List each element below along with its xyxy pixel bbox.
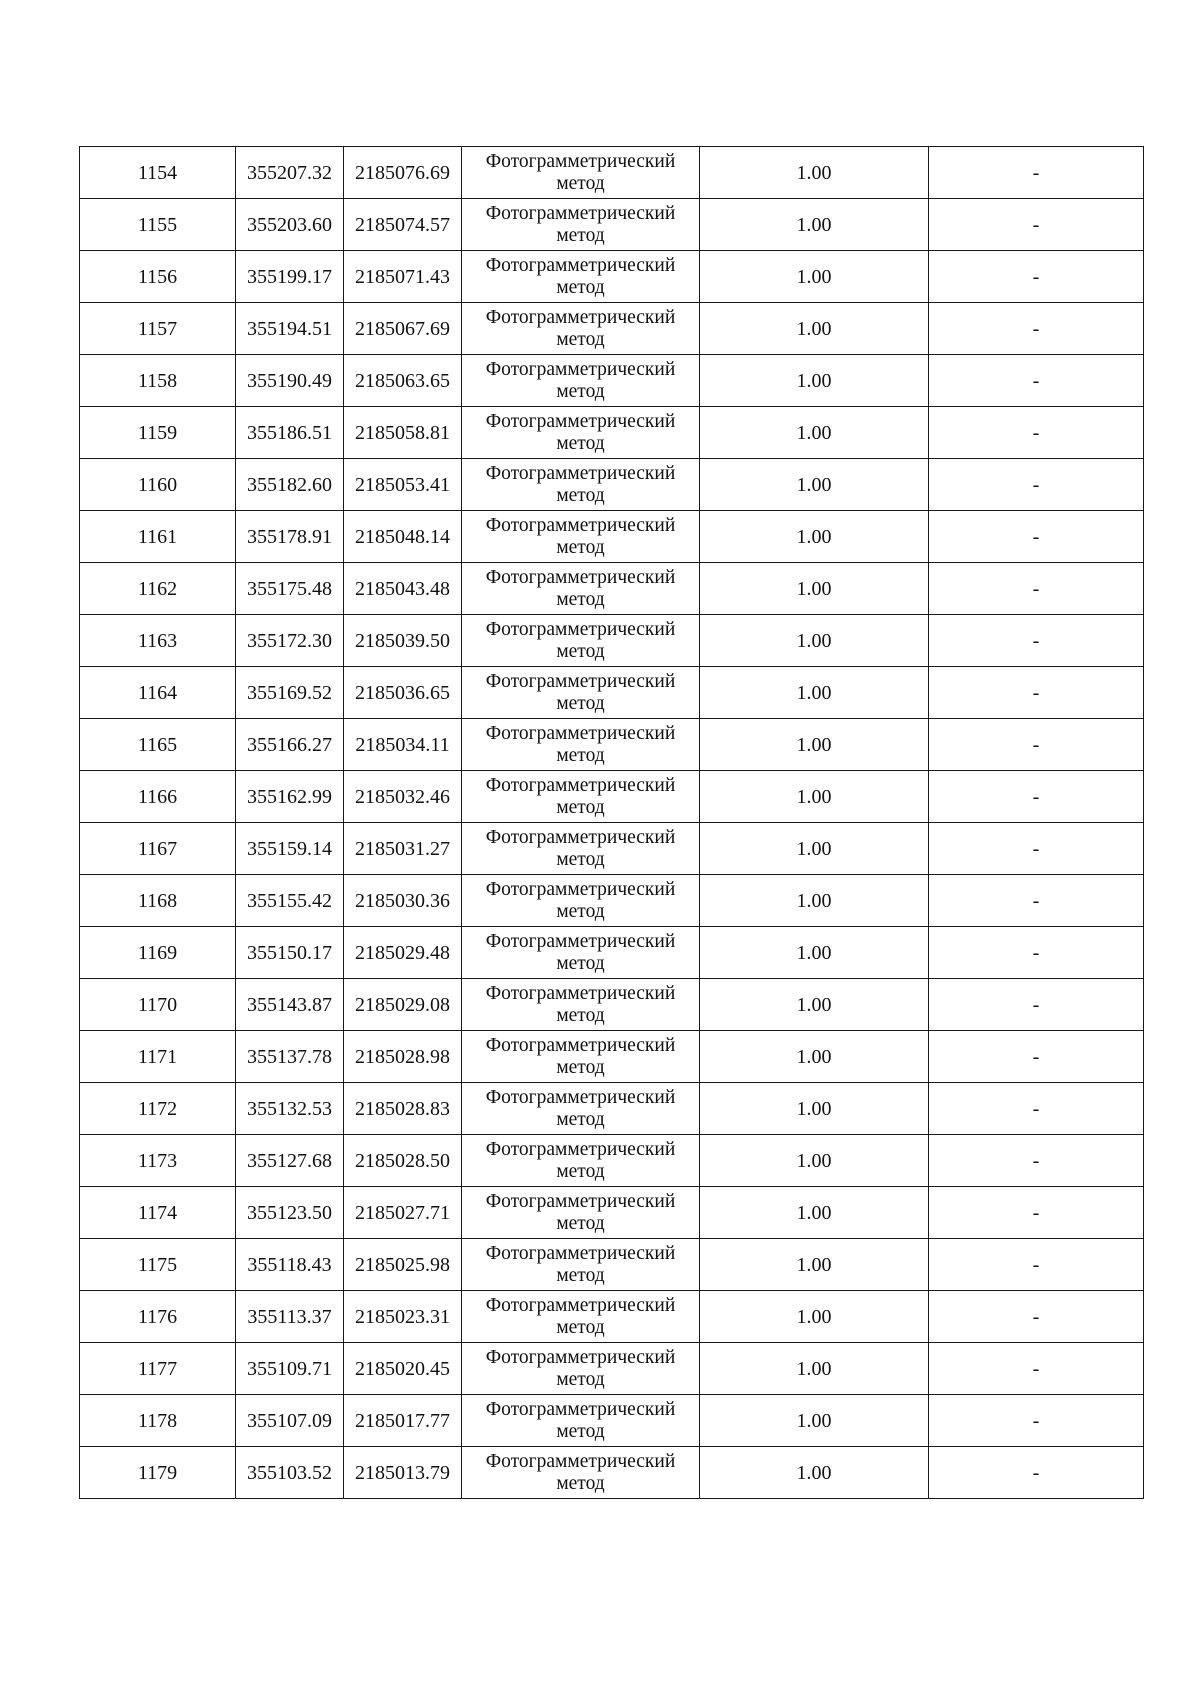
- note-cell: -: [929, 199, 1144, 251]
- method-line-2: метод: [556, 588, 605, 610]
- x-coordinate-cell: 355123.50: [236, 1187, 344, 1239]
- method-line-1: Фотограмметрический: [485, 1346, 676, 1368]
- table-row: [80, 1343, 1144, 1395]
- table-row: [80, 303, 1144, 355]
- accuracy-cell: 1.00: [700, 719, 929, 771]
- x-coordinate-cell: 355107.09: [236, 1395, 344, 1447]
- point-number-cell: 1155: [80, 199, 236, 251]
- method-line-1: Фотограмметрический: [485, 1398, 676, 1420]
- method-line-2: метод: [556, 380, 605, 402]
- note-cell: -: [929, 355, 1144, 407]
- point-number-cell: 1174: [80, 1187, 236, 1239]
- note-cell: -: [929, 1187, 1144, 1239]
- accuracy-cell: 1.00: [700, 1031, 929, 1083]
- point-number-cell: 1163: [80, 615, 236, 667]
- x-coordinate-cell: 355143.87: [236, 979, 344, 1031]
- method-cell: [462, 199, 700, 251]
- note-cell: -: [929, 823, 1144, 875]
- point-number-cell: 1156: [80, 251, 236, 303]
- y-coordinate-cell: 2185029.08: [344, 979, 462, 1031]
- method-line-1: Фотограмметрический: [485, 1190, 676, 1212]
- method-line-2: метод: [556, 952, 605, 974]
- x-coordinate-cell: 355169.52: [236, 667, 344, 719]
- point-number-cell: 1167: [80, 823, 236, 875]
- method-line-2: метод: [556, 1160, 605, 1182]
- method-cell: [462, 1395, 700, 1447]
- y-coordinate-cell: 2185013.79: [344, 1447, 462, 1499]
- x-coordinate-cell: 355109.71: [236, 1343, 344, 1395]
- y-coordinate-cell: 2185027.71: [344, 1187, 462, 1239]
- y-coordinate-cell: 2185058.81: [344, 407, 462, 459]
- method-line-2: метод: [556, 276, 605, 298]
- method-line-2: метод: [556, 692, 605, 714]
- x-coordinate-cell: 355182.60: [236, 459, 344, 511]
- note-cell: -: [929, 719, 1144, 771]
- y-coordinate-cell: 2185017.77: [344, 1395, 462, 1447]
- table-row: [80, 1031, 1144, 1083]
- method-line-1: Фотограмметрический: [485, 150, 676, 172]
- method-line-1: Фотограмметрический: [485, 774, 676, 796]
- method-line-2: метод: [556, 432, 605, 454]
- point-number-cell: 1173: [80, 1135, 236, 1187]
- x-coordinate-cell: 355166.27: [236, 719, 344, 771]
- method-line-2: метод: [556, 848, 605, 870]
- table-row: [80, 927, 1144, 979]
- accuracy-cell: 1.00: [700, 147, 929, 199]
- accuracy-cell: 1.00: [700, 355, 929, 407]
- point-number-cell: 1177: [80, 1343, 236, 1395]
- table-row: [80, 355, 1144, 407]
- method-cell: [462, 615, 700, 667]
- y-coordinate-cell: 2185039.50: [344, 615, 462, 667]
- note-cell: -: [929, 667, 1144, 719]
- method-line-2: метод: [556, 1420, 605, 1442]
- accuracy-cell: 1.00: [700, 1187, 929, 1239]
- accuracy-cell: 1.00: [700, 1083, 929, 1135]
- table-row: [80, 1291, 1144, 1343]
- table-row: [80, 511, 1144, 563]
- x-coordinate-cell: 355203.60: [236, 199, 344, 251]
- method-line-2: метод: [556, 1004, 605, 1026]
- point-number-cell: 1157: [80, 303, 236, 355]
- method-line-2: метод: [556, 900, 605, 922]
- method-line-1: Фотограмметрический: [485, 878, 676, 900]
- accuracy-cell: 1.00: [700, 1239, 929, 1291]
- x-coordinate-cell: 355178.91: [236, 511, 344, 563]
- method-line-2: метод: [556, 1212, 605, 1234]
- method-line-1: Фотограмметрический: [485, 1242, 676, 1264]
- point-number-cell: 1170: [80, 979, 236, 1031]
- method-line-1: Фотограмметрический: [485, 514, 676, 536]
- note-cell: -: [929, 407, 1144, 459]
- method-line-1: Фотограмметрический: [485, 462, 676, 484]
- accuracy-cell: 1.00: [700, 979, 929, 1031]
- point-number-cell: 1171: [80, 1031, 236, 1083]
- method-line-2: метод: [556, 1316, 605, 1338]
- method-line-2: метод: [556, 536, 605, 558]
- accuracy-cell: 1.00: [700, 771, 929, 823]
- x-coordinate-cell: 355175.48: [236, 563, 344, 615]
- accuracy-cell: 1.00: [700, 407, 929, 459]
- method-line-2: метод: [556, 796, 605, 818]
- x-coordinate-cell: 355194.51: [236, 303, 344, 355]
- table-row: [80, 719, 1144, 771]
- method-line-1: Фотограмметрический: [485, 1086, 676, 1108]
- point-number-cell: 1179: [80, 1447, 236, 1499]
- point-number-cell: 1158: [80, 355, 236, 407]
- method-cell: [462, 1135, 700, 1187]
- x-coordinate-cell: 355186.51: [236, 407, 344, 459]
- note-cell: -: [929, 875, 1144, 927]
- accuracy-cell: 1.00: [700, 563, 929, 615]
- note-cell: -: [929, 251, 1144, 303]
- point-number-cell: 1166: [80, 771, 236, 823]
- accuracy-cell: 1.00: [700, 615, 929, 667]
- point-number-cell: 1161: [80, 511, 236, 563]
- y-coordinate-cell: 2185036.65: [344, 667, 462, 719]
- table-row: [80, 407, 1144, 459]
- point-number-cell: 1162: [80, 563, 236, 615]
- method-cell: [462, 719, 700, 771]
- y-coordinate-cell: 2185071.43: [344, 251, 462, 303]
- accuracy-cell: 1.00: [700, 511, 929, 563]
- method-cell: [462, 407, 700, 459]
- method-cell: [462, 147, 700, 199]
- y-coordinate-cell: 2185028.50: [344, 1135, 462, 1187]
- point-number-cell: 1168: [80, 875, 236, 927]
- method-line-1: Фотограмметрический: [485, 410, 676, 432]
- note-cell: -: [929, 615, 1144, 667]
- note-cell: -: [929, 1395, 1144, 1447]
- method-cell: [462, 303, 700, 355]
- point-number-cell: 1169: [80, 927, 236, 979]
- accuracy-cell: 1.00: [700, 1135, 929, 1187]
- method-line-1: Фотограмметрический: [485, 1034, 676, 1056]
- y-coordinate-cell: 2185063.65: [344, 355, 462, 407]
- method-line-1: Фотограмметрический: [485, 618, 676, 640]
- y-coordinate-cell: 2185028.98: [344, 1031, 462, 1083]
- x-coordinate-cell: 355207.32: [236, 147, 344, 199]
- method-line-2: метод: [556, 1472, 605, 1494]
- table-row: [80, 1083, 1144, 1135]
- note-cell: -: [929, 771, 1144, 823]
- method-line-1: Фотограмметрический: [485, 670, 676, 692]
- method-cell: [462, 1239, 700, 1291]
- table-row: [80, 147, 1144, 199]
- point-number-cell: 1165: [80, 719, 236, 771]
- method-cell: [462, 355, 700, 407]
- method-cell: [462, 563, 700, 615]
- method-line-2: метод: [556, 328, 605, 350]
- method-cell: [462, 1187, 700, 1239]
- y-coordinate-cell: 2185031.27: [344, 823, 462, 875]
- y-coordinate-cell: 2185029.48: [344, 927, 462, 979]
- point-number-cell: 1154: [80, 147, 236, 199]
- method-line-2: метод: [556, 484, 605, 506]
- table-row: [80, 563, 1144, 615]
- method-cell: [462, 927, 700, 979]
- method-cell: [462, 823, 700, 875]
- method-line-2: метод: [556, 744, 605, 766]
- method-line-1: Фотограмметрический: [485, 1138, 676, 1160]
- method-line-1: Фотограмметрический: [485, 930, 676, 952]
- x-coordinate-cell: 355127.68: [236, 1135, 344, 1187]
- table-row: [80, 251, 1144, 303]
- method-line-2: метод: [556, 224, 605, 246]
- method-line-1: Фотограмметрический: [485, 982, 676, 1004]
- x-coordinate-cell: 355162.99: [236, 771, 344, 823]
- accuracy-cell: 1.00: [700, 1343, 929, 1395]
- method-cell: [462, 979, 700, 1031]
- method-cell: [462, 1343, 700, 1395]
- table-row: [80, 615, 1144, 667]
- y-coordinate-cell: 2185067.69: [344, 303, 462, 355]
- point-number-cell: 1160: [80, 459, 236, 511]
- note-cell: -: [929, 927, 1144, 979]
- accuracy-cell: 1.00: [700, 459, 929, 511]
- method-cell: [462, 667, 700, 719]
- y-coordinate-cell: 2185020.45: [344, 1343, 462, 1395]
- y-coordinate-cell: 2185028.83: [344, 1083, 462, 1135]
- y-coordinate-cell: 2185034.11: [344, 719, 462, 771]
- method-line-1: Фотограмметрический: [485, 722, 676, 744]
- method-line-2: метод: [556, 1368, 605, 1390]
- method-line-1: Фотограмметрический: [485, 826, 676, 848]
- method-cell: [462, 1031, 700, 1083]
- accuracy-cell: 1.00: [700, 927, 929, 979]
- method-cell: [462, 875, 700, 927]
- method-line-1: Фотограмметрический: [485, 566, 676, 588]
- method-line-2: метод: [556, 640, 605, 662]
- method-cell: [462, 1447, 700, 1499]
- method-line-1: Фотограмметрический: [485, 306, 676, 328]
- x-coordinate-cell: 355118.43: [236, 1239, 344, 1291]
- table-row: [80, 823, 1144, 875]
- table-row: [80, 199, 1144, 251]
- x-coordinate-cell: 355190.49: [236, 355, 344, 407]
- y-coordinate-cell: 2185043.48: [344, 563, 462, 615]
- method-line-1: Фотограмметрический: [485, 254, 676, 276]
- table-row: [80, 1395, 1144, 1447]
- method-cell: [462, 511, 700, 563]
- method-cell: [462, 459, 700, 511]
- y-coordinate-cell: 2185025.98: [344, 1239, 462, 1291]
- method-cell: [462, 1291, 700, 1343]
- point-number-cell: 1175: [80, 1239, 236, 1291]
- table-row: [80, 459, 1144, 511]
- x-coordinate-cell: 355150.17: [236, 927, 344, 979]
- note-cell: -: [929, 1135, 1144, 1187]
- point-number-cell: 1164: [80, 667, 236, 719]
- table-row: [80, 667, 1144, 719]
- coordinates-table: [79, 146, 1144, 1499]
- note-cell: -: [929, 511, 1144, 563]
- method-line-2: метод: [556, 1056, 605, 1078]
- note-cell: -: [929, 1447, 1144, 1499]
- accuracy-cell: 1.00: [700, 251, 929, 303]
- x-coordinate-cell: 355155.42: [236, 875, 344, 927]
- method-cell: [462, 251, 700, 303]
- x-coordinate-cell: 355113.37: [236, 1291, 344, 1343]
- table-row: [80, 1187, 1144, 1239]
- method-line-1: Фотограмметрический: [485, 202, 676, 224]
- y-coordinate-cell: 2185030.36: [344, 875, 462, 927]
- x-coordinate-cell: 355159.14: [236, 823, 344, 875]
- note-cell: -: [929, 979, 1144, 1031]
- y-coordinate-cell: 2185032.46: [344, 771, 462, 823]
- note-cell: -: [929, 563, 1144, 615]
- x-coordinate-cell: 355172.30: [236, 615, 344, 667]
- coordinates-table-body: [80, 147, 1144, 1499]
- note-cell: -: [929, 1083, 1144, 1135]
- method-line-1: Фотограмметрический: [485, 1294, 676, 1316]
- method-line-1: Фотограмметрический: [485, 358, 676, 380]
- x-coordinate-cell: 355137.78: [236, 1031, 344, 1083]
- note-cell: -: [929, 1031, 1144, 1083]
- method-line-2: метод: [556, 1108, 605, 1130]
- note-cell: -: [929, 1239, 1144, 1291]
- point-number-cell: 1172: [80, 1083, 236, 1135]
- y-coordinate-cell: 2185048.14: [344, 511, 462, 563]
- x-coordinate-cell: 355103.52: [236, 1447, 344, 1499]
- method-line-2: метод: [556, 1264, 605, 1286]
- accuracy-cell: 1.00: [700, 303, 929, 355]
- table-row: [80, 875, 1144, 927]
- accuracy-cell: 1.00: [700, 875, 929, 927]
- note-cell: -: [929, 147, 1144, 199]
- accuracy-cell: 1.00: [700, 1395, 929, 1447]
- method-cell: [462, 1083, 700, 1135]
- accuracy-cell: 1.00: [700, 1291, 929, 1343]
- point-number-cell: 1178: [80, 1395, 236, 1447]
- x-coordinate-cell: 355199.17: [236, 251, 344, 303]
- accuracy-cell: 1.00: [700, 1447, 929, 1499]
- point-number-cell: 1176: [80, 1291, 236, 1343]
- note-cell: -: [929, 459, 1144, 511]
- method-line-1: Фотограмметрический: [485, 1450, 676, 1472]
- accuracy-cell: 1.00: [700, 823, 929, 875]
- accuracy-cell: 1.00: [700, 199, 929, 251]
- method-line-2: метод: [556, 172, 605, 194]
- y-coordinate-cell: 2185074.57: [344, 199, 462, 251]
- note-cell: -: [929, 1343, 1144, 1395]
- accuracy-cell: 1.00: [700, 667, 929, 719]
- table-row: [80, 1135, 1144, 1187]
- table-row: [80, 771, 1144, 823]
- table-row: [80, 1239, 1144, 1291]
- table-row: [80, 979, 1144, 1031]
- x-coordinate-cell: 355132.53: [236, 1083, 344, 1135]
- note-cell: -: [929, 1291, 1144, 1343]
- note-cell: -: [929, 303, 1144, 355]
- y-coordinate-cell: 2185023.31: [344, 1291, 462, 1343]
- point-number-cell: 1159: [80, 407, 236, 459]
- table-row: [80, 1447, 1144, 1499]
- y-coordinate-cell: 2185053.41: [344, 459, 462, 511]
- y-coordinate-cell: 2185076.69: [344, 147, 462, 199]
- method-cell: [462, 771, 700, 823]
